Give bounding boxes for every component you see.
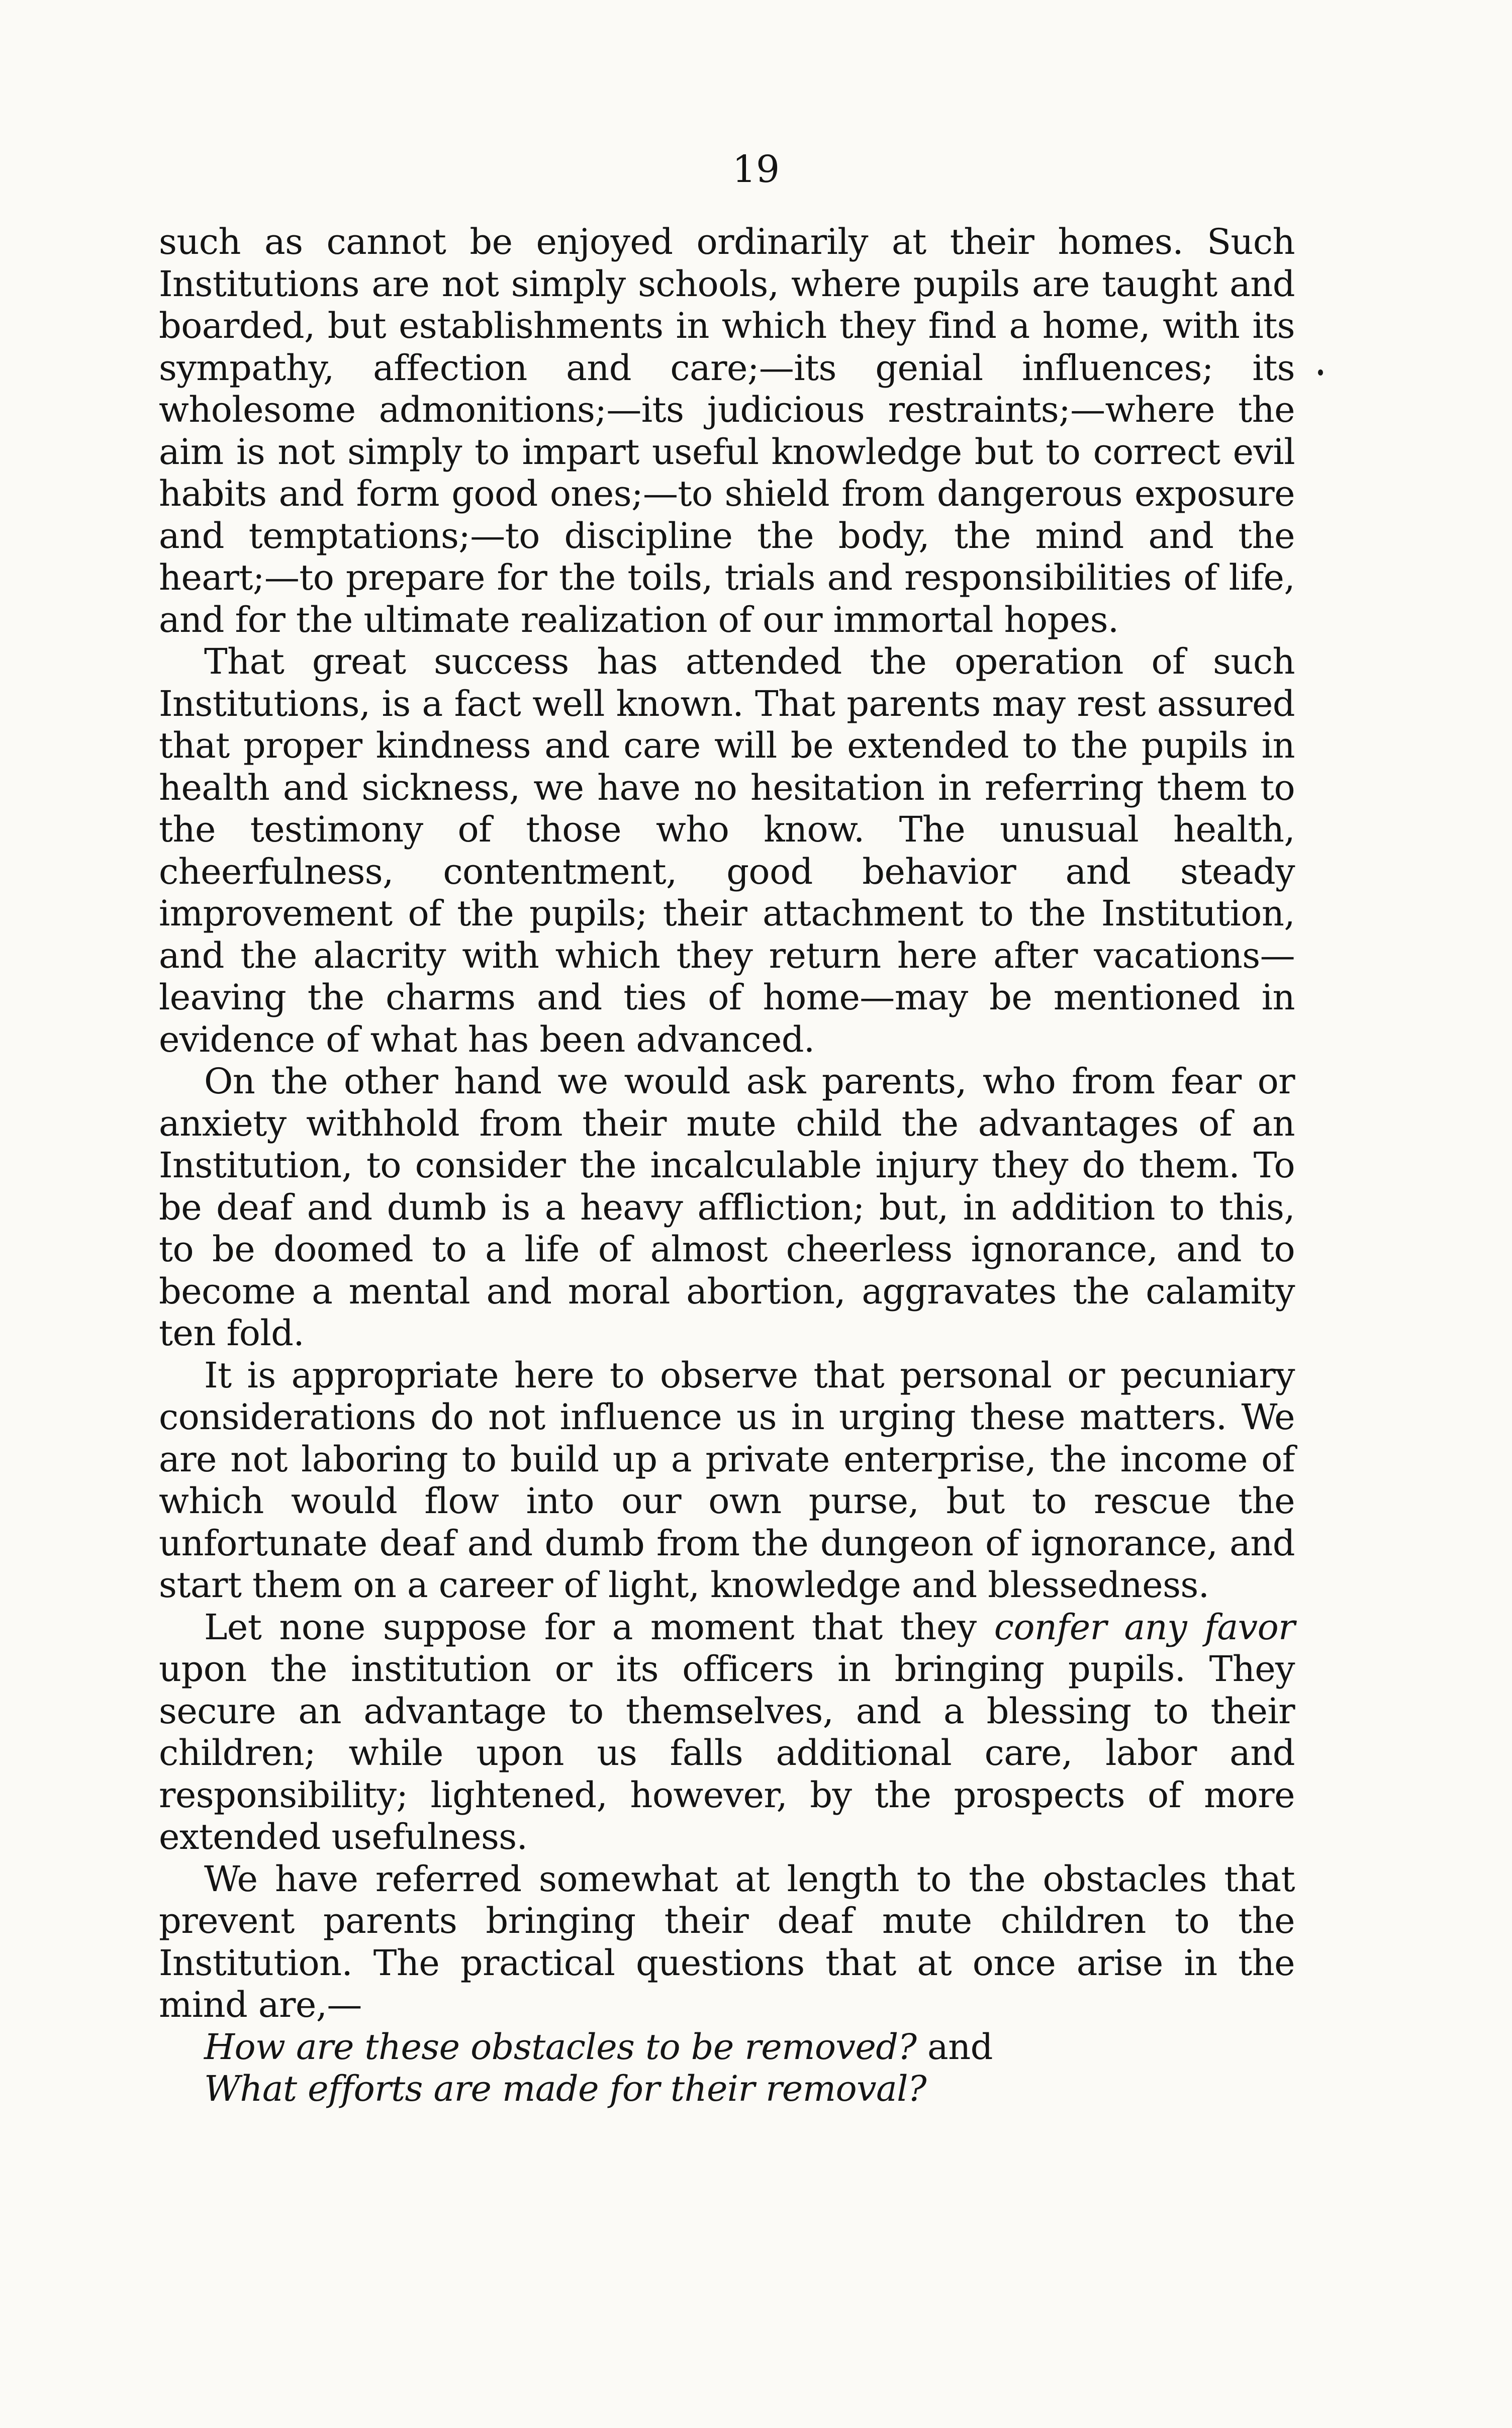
paragraph-success: That great success has attended the operation of such Institutions, is a fact well known. That parents may rest assured that proper kindness and care will be extended to the pupils in health and sickness, we have no hesitation in referring them to the testimony of those who know. The unusual health, cheerfulness, contentment, good behavior and steady improvement of the pupils; their attachment to the Institution, and the alacrity with which they return here after vacations—leaving the charms and ties of home—may be mentioned in evidence of what has been advanced. [159,641,1295,1060]
question-one [159,2026,1295,2069]
question-two-text: What efforts are made for their removal? [204,2068,926,2109]
question-one-suffix: and [916,2026,993,2068]
ink-speck [1318,369,1323,376]
body-text [159,221,1295,2110]
paragraph-favor-end: upon the institution or its officers in bringing pupils. They secure an advantage to themselves, and a blessing to their children; while upon us falls additional care, labor and responsibility; lightened, however, by the prospects of more extended usefulness. [159,1648,1295,1857]
paragraph-parents: On the other hand we would ask parents, who from fear or anxiety withhold from their mute child the advantages of an Institution, to consider the incalculable injury they do them. To be deaf and dumb is a heavy affliction; but, in addition to this, to be doomed to a life of almost cheerless ignorance, and to become a mental and moral abortion, aggravates the calamity ten fold. [159,1061,1295,1354]
page-number: 19 [732,148,780,191]
paragraph-obstacles: We have referred somewhat at length to the obstacles that prevent parents bringing their deaf mute children to the Institution. The practical questions that at once arise in the mind are,— [159,1858,1295,2025]
paragraph-considerations: It is appropriate here to observe that personal or pecuniary considerations do not influence us in urging these matters. We are not laboring to build up a private enterprise, the income of which would flow into our own purse, but to rescue the unfortunate deaf and dumb from the dungeon of ignorance, and start them on a career of light, knowledge and blessedness. [159,1354,1295,1606]
question-two [159,2068,1295,2110]
paragraph-favor-start: Let none suppose for a moment that they [204,1606,994,1648]
paragraph-favor-emphasis: confer any favor [994,1606,1295,1648]
question-one-text: How are these obstacles to be removed? [204,2026,917,2068]
paragraph-favor [159,1607,1295,1858]
paragraph-continued: such as cannot be enjoyed ordinarily at their homes. Such Institutions are not simply schools, where pupils are taught and boarded, but establishments in which they find a home, with its sympathy, affection and care;—its genial influences; its wholesome admonitions;—its judicious restraints;—where the aim is not simply to impart useful knowledge but to correct evil habits and form good ones;—to shield from dangerous exposure and temptations;—to discipline the body, the mind and the heart;—to prepare for the toils, trials and responsibilities of life, and for the ultimate realization of our immortal hopes. [159,221,1295,640]
